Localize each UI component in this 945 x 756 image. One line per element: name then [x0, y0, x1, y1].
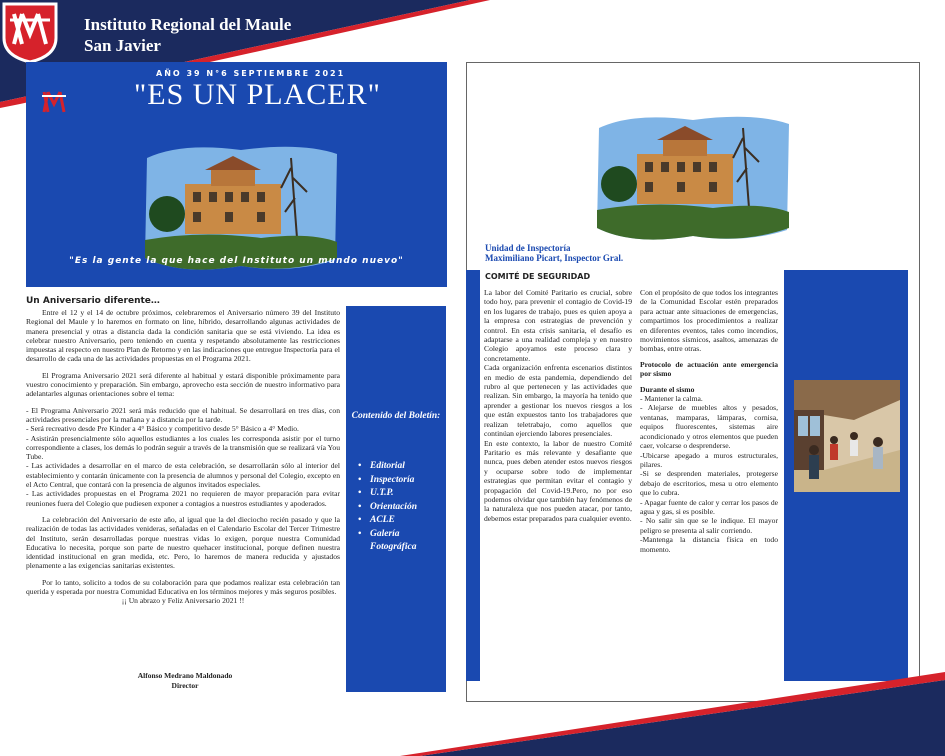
- signature-name: Alfonso Medrano Maldonado: [137, 671, 233, 680]
- safety-step: -Si se desprenden materiales, protegerse debajo de escritorios, mesa u otro elemento que lo cubra.: [640, 469, 778, 498]
- safety-step: -Mantenga la distancia física en todo momento.: [640, 535, 778, 554]
- column-paragraph: Cada organización enfrenta escenarios distintos en medio de esta pandemia, dependiendo del rubro al que pertenecen y las actividades que realizan. Sin embargo, la mayoría ha tenido que aprender a gestionar los nuevos riesgos a los que están expuestos tanto los trabajadores que realizan teletrabajo, como aquellos que continúan ejerciendo labores presenciales.: [484, 363, 632, 439]
- contents-item-acle: • ACLE: [358, 514, 446, 528]
- article-column-2: [640, 288, 778, 554]
- contents-item-orientacion: • Orientación: [358, 501, 446, 515]
- inspectoria-unit: [485, 243, 623, 263]
- article-paragraph: El Programa Aniversario 2021 será diferente al habitual y estará disponible próximamente para vuestro conocimiento y preparación. Sin embargo, aprovecho esta sección de nuestro informativo para adelantarles algunas orientaciones sobre el tema:: [26, 370, 340, 399]
- article-bullet: - Las actividades a desarrollar en el marco de esta celebración, se desarrollarán sólo al interior del establecimiento y contarán únicamente con la presencia de alumnos y personal del Colegio, excepto en el Acto Central, que contará con la presencia de algunos invitados especiales.: [26, 461, 340, 490]
- contents-item-inspectoria: • Inspectoría: [358, 474, 446, 488]
- school-building-photo-2: [593, 98, 793, 246]
- issue-line: AÑO 39 N°6 SEPTIEMBRE 2021: [156, 69, 346, 78]
- article-paragraph: Entre el 12 y el 14 de octubre próximos, celebraremos el Aniversario número 39 del Instituto Regional del Maule y lo haremos en formato on line, híbrido, desarrollando algunas actividades de manera presencial y otras a distancia dada la condición sanitaria que se está viviendo. La idea es celebrar nuestro Aniversario, pero teniendo en cuenta y respetando absolutamente las restricciones impuestas al respecto en nuestro Plan de Retorno y en las indicaciones que entregue Inspectoría para el desarrollo de cada una de las actividades propuestas en el Programa 2021.: [26, 308, 340, 364]
- institute-logo: [0, 0, 60, 64]
- article-body: [26, 308, 340, 613]
- school-building-photo: [141, 128, 341, 276]
- contents-item-editorial: • Editorial: [358, 460, 446, 474]
- institute-name-line2: San Javier: [84, 36, 161, 55]
- contents-item-utp: • U.T.P.: [358, 487, 446, 501]
- article-column-1: [484, 288, 632, 523]
- safety-step: - Apagar fuente de calor y cerrar los pasos de agua y gas, si es posible.: [640, 497, 778, 516]
- students-corridor-photo: [794, 380, 900, 492]
- page1-hero: [26, 62, 447, 287]
- institute-name: [84, 14, 291, 56]
- column-paragraph: En este contexto, la labor de nuestro Comité Paritario es más relevante y desafiante que nunca, pues deben atender estos nuevos riesgos y ocuparse sobre todo de implementar estrategias que permitan evitar el contagio y propagación del Covid-19.Pero, no por eso podemos olvidar que también hay fenómenos de la naturaleza que nos pueden atacar, por tanto, debemos estar preparados para cualquier evento.: [484, 438, 632, 523]
- section-title: COMITÉ DE SEGURIDAD: [485, 272, 591, 281]
- safety-step: - No salir sin que se le indique. El mayor peligro se presenta al salir corriendo.: [640, 516, 778, 535]
- article-bullet: - Las actividades propuestas en el Programa 2021 no requieren de mayor preparación para evitar reuniones fuera del Colegio que pudiesen exponer a contagios a nuestros estudiantes y apoderados.: [26, 489, 340, 508]
- unit-name: Unidad de Inspectoría: [485, 243, 571, 253]
- unit-inspector: Maximiliano Picart, Inspector Gral.: [485, 253, 624, 263]
- left-accent-bar: [466, 270, 480, 681]
- article-paragraph: Por lo tanto, solicito a todos de su colaboración para que podamos realizar esta celebración tan querida y esperada por nuestra Comunidad Educativa en los términos mejores y más seguros posibles.: [26, 577, 340, 597]
- hero-logo: [38, 90, 70, 114]
- hero-quote: "Es la gente la que hace del Instituto un mundo nuevo": [69, 256, 404, 266]
- article-paragraph: La celebración del Aniversario de este año, al igual que la del dieciocho recién pasado y que la realización de todas las actividades venideras, señaladas en el Calendario Escolar del Tercer Trimestre del Instituto, serán desarrolladas porque nuestras vidas lo exigen, porque nuestra Comunidad Educativa lo necesita, porque son parte de nuestro quehacer institucional, porque definen nuestra identidad institucional en gran medida, etc. Pero, lo haremos de manera reducida y ajustados plenamente a las exigencias sanitarias existentes.: [26, 514, 340, 571]
- safety-step: - Alejarse de muebles altos y pesados, ventanas, mamparas, lámparas, cornisa, equipos fluorescentes, sistemas aire acondicionado y otros elementos que pueden caer, volcarse o desprenderse.: [640, 403, 778, 451]
- article-heading: Un Aniversario diferente…: [26, 296, 160, 306]
- footer-stripes: [0, 640, 945, 756]
- contents-list: [358, 460, 446, 555]
- contents-sidebar: [346, 306, 446, 692]
- signature-role: Director: [171, 681, 199, 690]
- during-title: Durante el sismo: [640, 384, 695, 394]
- article-bullet: - Será recreativo desde Pre Kinder a 4° Básico y competitivo desde 5° Básico a 4° Medio.: [26, 424, 299, 434]
- article-bullet: - Asistirán presencialmente sólo aquellos estudiantes a los cuales les corresponda asistir por el turno correspondiente a clases, los demás lo podrán seguir a través de la transmisión que se realizará vía You Tube.: [26, 433, 340, 462]
- contents-item-galeria: • Galería Fotográfica: [358, 528, 446, 555]
- column-paragraph: La labor del Comité Paritario es crucial, sobre todo hoy, para prevenir el contagio de Covid-19 en los lugares de trabajo, pues es quien apoya a la empresa con estrategias de prevención y control. En esta crisis sanitaria, el desafío es adaptarse a una realidad compleja y en nuestro Colegio apoyamos este proceso clara y concretamente.: [484, 288, 632, 363]
- column-intro: Con el propósito de que todos los integrantes de la Comunidad Escolar estén preparados para actuar ante situaciones de emergencias, compartimos los procedimientos a realizar en diferentes eventos, tales como incendios, movimientos sísmicos, asaltos, amenazas de bombas, entre otras.: [640, 288, 778, 354]
- article-closing: ¡¡ Un abrazo y Feliz Aniversario 2021 !!: [121, 596, 245, 606]
- safety-step: -Ubicarse apegado a muros estructurales, pilares.: [640, 450, 778, 469]
- institute-name-line1: Instituto Regional del Maule: [84, 15, 292, 34]
- safety-step: - Mantener la calma.: [640, 394, 703, 404]
- contents-title: Contenido del Boletín:: [351, 411, 441, 421]
- protocol-title: Protocolo de actuación ante emergencia por sismo: [640, 359, 778, 379]
- newsletter-title: "ES UN PLACER": [134, 78, 381, 111]
- article-bullet: - El Programa Aniversario 2021 será más reducido que el habitual. Se desarrollará en tres días, con actividades presenciales por la mañana y a distancia por la tarde.: [26, 405, 340, 424]
